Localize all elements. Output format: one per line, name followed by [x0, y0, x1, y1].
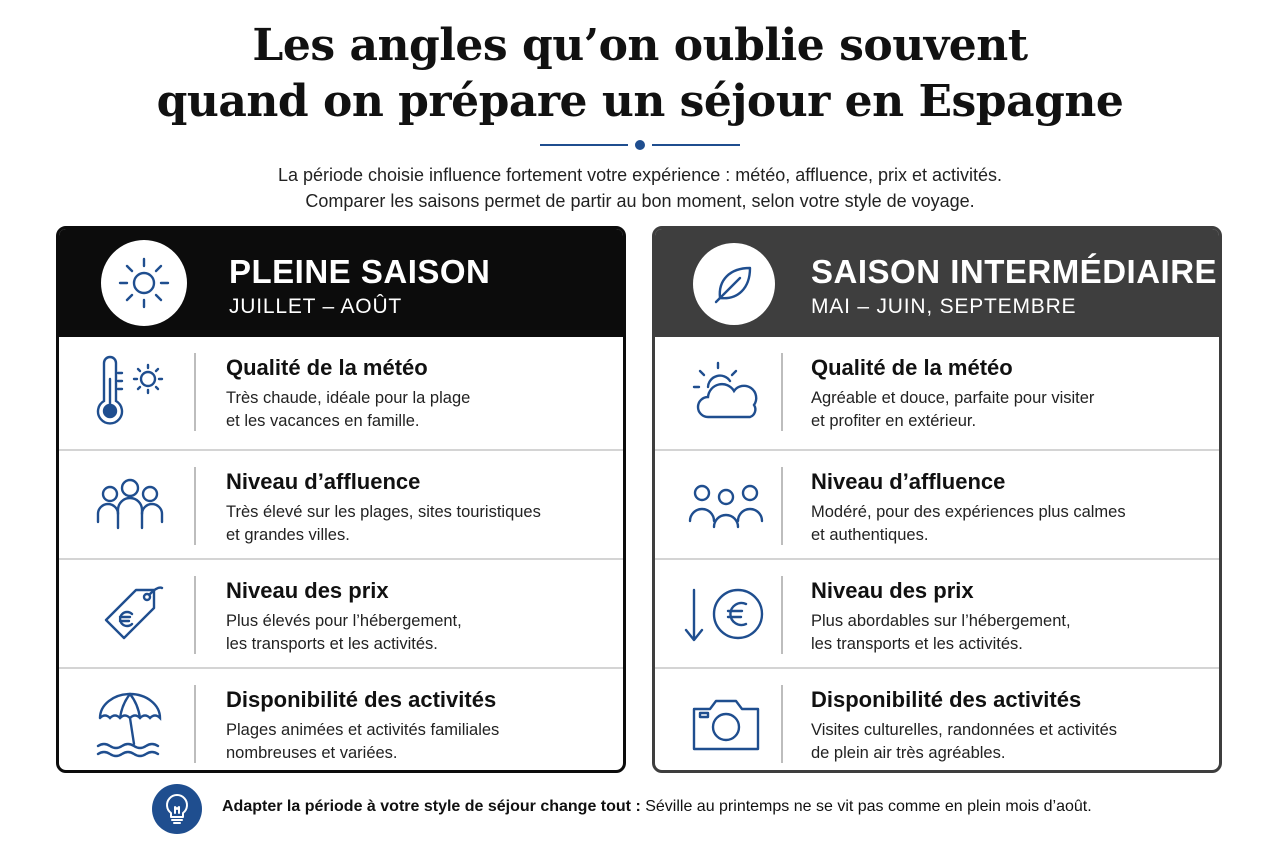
row-description: Visites culturelles, randonnées et activités de plein air très agréables.	[811, 721, 1118, 762]
list-item	[655, 558, 1219, 667]
row-description: Agréable et douce, parfaite pour visiter et profiter en extérieur.	[811, 389, 1095, 430]
sun-cloud-icon	[681, 353, 771, 431]
euro-price-tag-icon	[85, 576, 175, 654]
list-item	[59, 667, 623, 773]
row-description: Modéré, pour des expériences plus calmes et authentiques.	[811, 503, 1126, 544]
row-title: Niveau d’affluence	[226, 469, 421, 494]
beach-umbrella-icon	[85, 685, 175, 763]
row-title: Disponibilité des activités	[811, 687, 1082, 712]
footer-rest: Séville au printemps ne se vit pas comme en plein mois d’août.	[640, 798, 1092, 815]
small-group-icon	[681, 467, 771, 545]
leaf-icon	[693, 243, 775, 325]
page-title	[0, 18, 1280, 130]
title-line-2: quand on prépare un séjour en Espagne	[156, 76, 1124, 127]
footer-tip	[152, 784, 1152, 834]
row-description: Plages animées et activités familiales nombreuses et variées.	[226, 721, 500, 762]
shoulder-season-months: MAI – JUIN, SEPTEMBRE	[811, 295, 1077, 318]
footer-text	[222, 798, 1092, 816]
shoulder-season-title: SAISON INTERMÉDIAIRE	[811, 253, 1218, 290]
row-description: Plus élevés pour l’hébergement, les transports et les activités.	[226, 612, 462, 653]
intro-line-1: La période choisie influence fortement votre expérience : météo, affluence, prix et activités.	[277, 165, 1003, 185]
lightbulb-icon	[152, 784, 202, 834]
row-title: Disponibilité des activités	[226, 687, 497, 712]
list-item	[655, 337, 1219, 449]
title-divider	[540, 142, 740, 148]
sun-icon	[101, 240, 187, 326]
row-description: Très chaude, idéale pour la plage et les vacances en famille.	[226, 389, 471, 430]
footer-bold: Adapter la période à votre style de séjour change tout :	[222, 798, 641, 815]
list-item	[59, 558, 623, 667]
row-title: Qualité de la météo	[811, 355, 1013, 380]
row-description: Très élevé sur les plages, sites touristiques et grandes villes.	[226, 503, 541, 544]
camera-icon	[681, 685, 771, 763]
shoulder-season-header	[655, 229, 1219, 337]
list-item	[59, 449, 623, 558]
peak-season-card	[56, 226, 626, 773]
peak-season-title: PLEINE SAISON	[229, 253, 491, 290]
thermometer-sun-icon	[85, 353, 175, 431]
row-title: Niveau des prix	[811, 578, 974, 603]
list-item	[655, 667, 1219, 773]
shoulder-season-card	[652, 226, 1222, 773]
row-title: Niveau d’affluence	[811, 469, 1006, 494]
crowd-icon	[85, 467, 175, 545]
title-line-1: Les angles qu’on oublie souvent	[252, 20, 1028, 71]
row-description: Plus abordables sur l’hébergement, les transports et les activités.	[811, 612, 1071, 653]
list-item	[655, 449, 1219, 558]
peak-season-months: JUILLET – AOÛT	[229, 295, 403, 318]
row-title: Niveau des prix	[226, 578, 389, 603]
peak-season-header	[59, 229, 623, 337]
list-item	[59, 337, 623, 449]
euro-down-icon	[681, 576, 771, 654]
intro-text	[0, 162, 1280, 214]
intro-line-2: Comparer les saisons permet de partir au bon moment, selon votre style de voyage.	[305, 191, 975, 211]
row-title: Qualité de la météo	[226, 355, 428, 380]
